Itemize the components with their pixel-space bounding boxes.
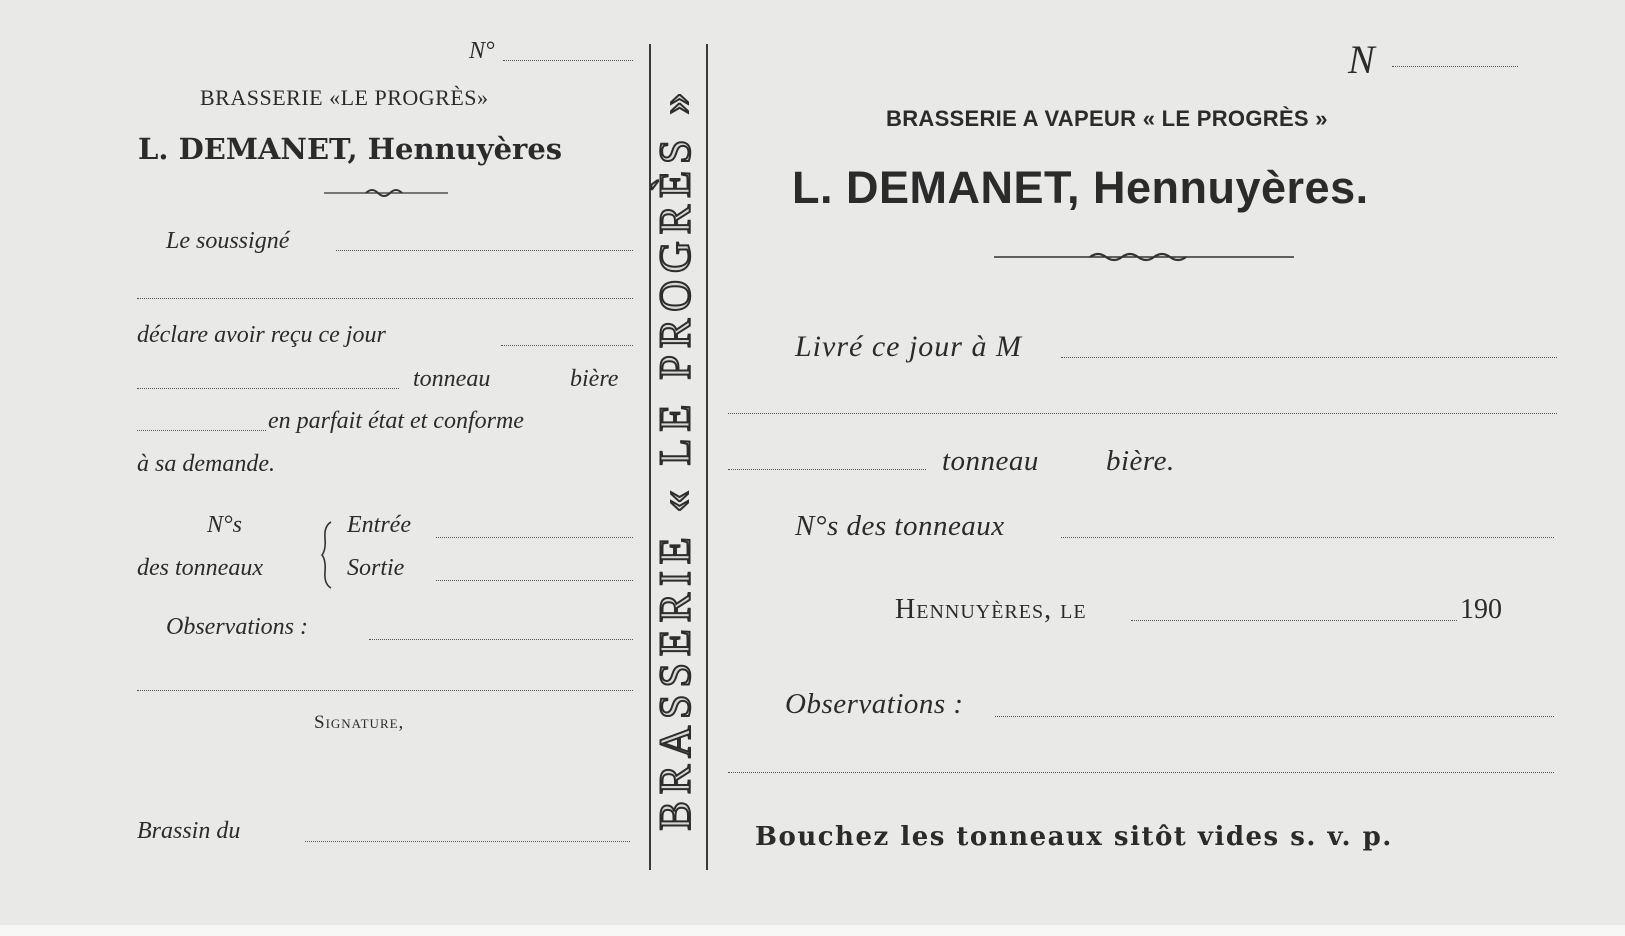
receipt-flourish-ornament xyxy=(994,250,1294,264)
stub-barrel-nos-label: N°s xyxy=(207,512,242,538)
receipt-number-label: N xyxy=(1348,37,1375,82)
receipt-owner-line: L. DEMANET, Hennuyères. xyxy=(792,162,1369,213)
receipt-beer-label: bière. xyxy=(1106,445,1175,477)
stub-request-text: à sa demande. xyxy=(137,451,275,477)
stub-barrel-nos-sub: des tonneaux xyxy=(137,555,263,581)
receipt-date-field[interactable] xyxy=(1131,620,1457,621)
stub-number-label: N° xyxy=(469,38,495,64)
stub-flourish-ornament xyxy=(324,186,448,200)
stub-undersigned-label: Le soussigné xyxy=(166,228,290,254)
receipt-number-field[interactable] xyxy=(1392,66,1518,67)
stub-beer-label: bière xyxy=(570,366,619,392)
receipt-barrel-nos-field[interactable] xyxy=(1061,537,1554,538)
stub-quantity-field[interactable] xyxy=(137,388,399,389)
stub-signature-label: Signature, xyxy=(314,712,405,733)
stub-company-line: BRASSERIE «LE PROGRÈS» xyxy=(200,85,489,110)
stub-entry-label: Entrée xyxy=(347,512,411,538)
receipt-customer-field[interactable] xyxy=(1061,357,1557,358)
receipt-footer-notice: Bouchez les tonneaux sitôt vides s. v. p. xyxy=(755,822,1393,852)
stub-undersigned-field-line2[interactable] xyxy=(137,298,633,299)
stub-condition-text: en parfait état et conforme xyxy=(268,408,524,434)
stub-exit-field[interactable] xyxy=(436,580,633,581)
receipt-company-line: BRASSERIE A VAPEUR « LE PROGRÈS » xyxy=(886,106,1328,131)
receipt-place-label: Hennuyères, le xyxy=(895,594,1087,625)
stub-beer-type-field[interactable] xyxy=(137,430,266,431)
receipt-customer-field-line2[interactable] xyxy=(728,413,1557,414)
receipt-quantity-field[interactable] xyxy=(728,469,926,470)
stub-exit-label: Sortie xyxy=(347,555,405,581)
receipt-barrel-label: tonneau xyxy=(942,445,1039,477)
receipt-observations-field-line2[interactable] xyxy=(728,772,1554,773)
spine-brand-text: BRASSERIE « LE PROGRÈS » xyxy=(650,85,700,831)
stub-number-field[interactable] xyxy=(503,60,633,61)
stub-observations-field[interactable] xyxy=(369,639,633,640)
receipt-year-prefix: 190 xyxy=(1460,594,1502,625)
stub-entry-field[interactable] xyxy=(436,537,633,538)
receipt-observations-label: Observations : xyxy=(785,688,964,720)
stub-observations-field-line2[interactable] xyxy=(137,690,633,691)
stub-brace-icon xyxy=(320,520,334,590)
stub-date-field[interactable] xyxy=(501,345,633,346)
spine-border-right xyxy=(706,44,708,870)
stub-barrel-label: tonneau xyxy=(413,366,491,392)
stub-brew-label: Brassin du xyxy=(137,818,241,844)
stub-declares-label: déclare avoir reçu ce jour xyxy=(137,322,386,348)
stub-brew-field[interactable] xyxy=(305,841,630,842)
receipt-observations-field[interactable] xyxy=(995,716,1554,717)
stub-observations-label: Observations : xyxy=(166,614,308,640)
receipt-barrel-nos-label: N°s des tonneaux xyxy=(795,510,1005,542)
stub-undersigned-field[interactable] xyxy=(336,250,633,251)
receipt-delivered-label: Livré ce jour à M xyxy=(795,330,1022,363)
stub-owner-line: L. DEMANET, Hennuyères xyxy=(138,132,563,166)
